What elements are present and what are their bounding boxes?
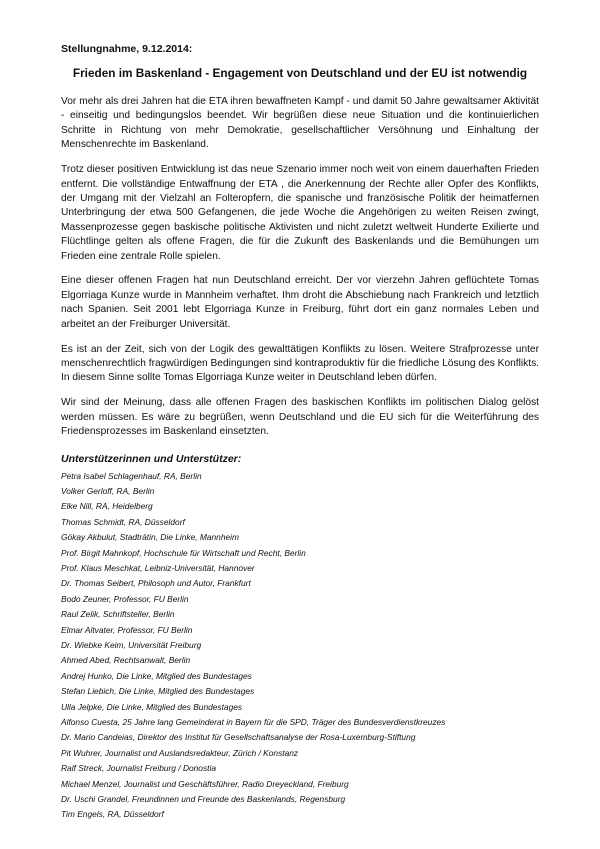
supporter-item: Ahmed Abed, Rechtsanwalt, Berlin: [61, 655, 191, 666]
supporter-item: Pit Wuhrer, Journalist und Auslandsredakteur, Zürich / Konstanz: [61, 747, 299, 758]
supporter-item: Andrej Hunko, Die Linke, Mitglied des Bundestages: [61, 670, 252, 681]
supporter-item: Thomas Schmidt, RA, Düsseldorf: [61, 516, 185, 527]
document-title: Frieden im Baskenland - Engagement von Deutschland und der EU ist notwendig: [72, 66, 528, 80]
supporter-item: Elmar Altvater, Professor, FU Berlin: [61, 624, 193, 635]
supporter-item: Gökay Akbulut, Stadträtin, Die Linke, Mannheim: [61, 532, 239, 543]
supporter-item: Petra Isabel Schlagenhauf, RA, Berlin: [61, 470, 202, 481]
supporters-list: [61, 469, 539, 823]
supporters-heading: Unterstützerinnen und Unterstützer:: [61, 452, 242, 465]
supporter-item: Tim Engels, RA, Düsseldorf: [61, 809, 164, 820]
paragraph-5: Wir sind der Meinung, dass alle offenen Fragen des baskischen Konflikts im politischen Dialog gelöst werden müssen. Es wäre zu begrüßen, wenn Deutschland und die EU sich für die Weiterführung des Friedensprozesses im Baskenland einsetzten.: [61, 397, 539, 438]
supporter-item: Stefan Liebich, Die Linke, Mitglied des Bundestages: [61, 686, 255, 697]
supporter-item: Raul Zelik, Schriftsteller, Berlin: [61, 609, 175, 620]
supporter-item: Dr. Thomas Seibert, Philosoph und Autor, Frankfurt: [61, 578, 251, 589]
supporter-item: Prof. Birgit Mahnkopf, Hochschule für Wirtschaft und Recht, Berlin: [61, 547, 306, 558]
supporter-item: Dr. Wiebke Keim, Universität Freiburg: [61, 640, 202, 650]
paragraph-2: Trotz dieser positiven Entwicklung ist das neue Szenario immer noch weit von einem dauerhaften Frieden entfernt. Die vollständige Entwaffnung der ETA , die Anerkennung der Rechte aller Opfer des Konflikts, der Umgang mit der Vielzahl an Folteropfern, die spanische und französische Politik der heimatfernen Unterbringung der etwa 500 Gefangenen, die jede Woche die Angehörigen zu weiten Reisen zwingt, Massenprozesse gegen baskische politische Aktivisten und nicht zuletzt weltweit Hunderte Exilierte und Flüchtlinge gelten als offene Fragen, die für die Zukunft des Baskenlands und die Bemühungen um Frieden eine zentrale Rolle spielen.: [61, 164, 539, 262]
supporter-item: Dr. Mario Candeias, Direktor des Institut für Gesellschaftsanalyse der Rosa-Luxemburg-Stiftung: [61, 732, 416, 743]
body-text: [61, 95, 539, 440]
supporter-item: Volker Gerloff, RA, Berlin: [61, 485, 155, 496]
paragraph-3: Eine dieser offenen Fragen hat nun Deutschland erreicht. Der vor vierzehn Jahren geflüchtete Tomas Elgorriaga Kunze wurde in Mannheim verhaftet. Ihm droht die Abschiebung nach Frankreich und letztlich nach Spanien. Seit 2001 lebt Elgorriaga Kunze in Freiburg, führt dort ein ganz normales Leben und arbeitet an der Freiburger Universität.: [61, 275, 539, 330]
supporter-item: Elke Nill, RA, Heidelberg: [61, 501, 153, 512]
supporter-item: Bodo Zeuner, Professor, FU Berlin: [61, 593, 189, 604]
paragraph-4: Es ist an der Zeit, sich von der Logik des gewalttätigen Konflikts zu lösen. Weitere Strafprozesse unter menschenrechtlich fragwürdigen Bedingungen sind kontraproduktiv für die friedliche Lösung des Konflikts. In diesem Sinne sollte Tomas Elgorriaga Kunze weiter in Deutschland leben dürfen.: [61, 343, 539, 384]
supporter-item: Michael Menzel, Journalist und Geschäftsführer, Radio Dreyeckland, Freiburg: [61, 778, 349, 789]
supporter-item: Ulla Jelpke, Die Linke, Mitglied des Bundestages: [61, 701, 243, 712]
supporter-item: Ralf Streck, Journalist Freiburg / Donostia: [61, 763, 216, 774]
paragraph-1: Vor mehr als drei Jahren hat die ETA ihren bewaffneten Kampf - und damit 50 Jahre gewaltsamer Aktivität - einseitig und bedingungslos beendet. Wir begrüßen diese neue Situation und die kontinuierlichen Schritte in Richtung von mehr Demokratie, gesellschaftlicher Versöhnung und Einhaltung der Menschenrechte im Baskenland.: [61, 96, 539, 151]
supporter-item: Dr. Uschi Grandel, Freundinnen und Freunde des Baskenlands, Regensburg: [61, 794, 346, 805]
statement-date-heading: Stellungnahme, 9.12.2014:: [61, 43, 193, 55]
supporter-item: Alfonso Cuesta, 25 Jahre lang Gemeinderat in Bayern für die SPD, Träger des Bundesverdienstkreuzes: [61, 717, 446, 728]
supporter-item: Prof. Klaus Meschkat, Leibniz-Universität, Hannover: [61, 562, 255, 573]
